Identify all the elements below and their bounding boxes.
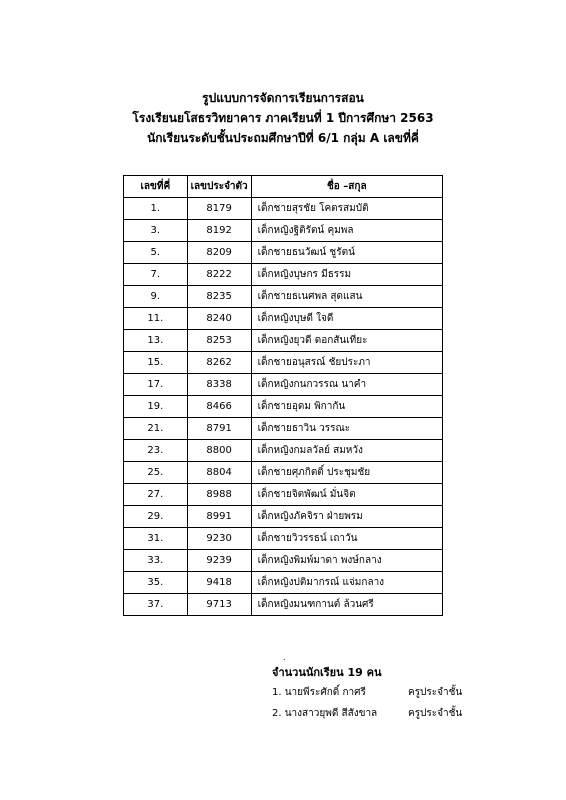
header-number: เลขที่คี่ (124, 176, 188, 198)
student-id: 9713 (187, 594, 251, 616)
teacher-role: ครูประจำชั้น (408, 708, 463, 719)
student-name: เด็กหญิงกมลวัลย์ สมหวัง (251, 440, 442, 462)
document-header (0, 88, 566, 148)
row-number: 23. (124, 440, 188, 462)
table-row (124, 572, 443, 594)
table-row (124, 198, 443, 220)
student-id: 8253 (187, 330, 251, 352)
student-name: เด็กหญิงปติมากรณ์ แจ่มกลาง (251, 572, 442, 594)
teacher-entry (272, 706, 463, 721)
table-row (124, 308, 443, 330)
table-row (124, 374, 443, 396)
table-row (124, 440, 443, 462)
row-number: 27. (124, 484, 188, 506)
document-title: รูปแบบการจัดการเรียนการสอน (202, 91, 364, 105)
table-row (124, 528, 443, 550)
student-id: 8338 (187, 374, 251, 396)
teacher-entry (272, 685, 463, 700)
row-number: 9. (124, 286, 188, 308)
row-number: 19. (124, 396, 188, 418)
student-id: 9418 (187, 572, 251, 594)
table-header-row (124, 176, 443, 198)
roster-body (124, 198, 443, 616)
student-id: 8235 (187, 286, 251, 308)
row-number: 13. (124, 330, 188, 352)
school-term-line: โรงเรียนยโสธรวิทยาคาร ภาคเรียนที่ 1 ปีการศึกษา 2563 (132, 111, 434, 125)
table-row (124, 264, 443, 286)
row-number: 21. (124, 418, 188, 440)
table-row (124, 396, 443, 418)
student-id: 8179 (187, 198, 251, 220)
student-name: เด็กหญิงบุษดี ใจดี (251, 308, 442, 330)
student-id: 8192 (187, 220, 251, 242)
student-name: เด็กชายอุดม พิกากัน (251, 396, 442, 418)
class-group-line: นักเรียนระดับชั้นประถมศึกษาปีที่ 6/1 กลุ่ม A เลขที่คี่ (147, 131, 419, 145)
table-row (124, 418, 443, 440)
student-name: เด็กชายสุรชัย โคตรสมบัติ (251, 198, 442, 220)
student-name: เด็กหญิงบุษกร มีธรรม (251, 264, 442, 286)
row-number: 11. (124, 308, 188, 330)
student-roster-table (123, 175, 443, 616)
student-name: เด็กหญิงยุวดี ดอกสันเทียะ (251, 330, 442, 352)
student-id: 8800 (187, 440, 251, 462)
student-id: 8991 (187, 506, 251, 528)
student-id: 8262 (187, 352, 251, 374)
row-number: 33. (124, 550, 188, 572)
table-row (124, 330, 443, 352)
student-name: เด็กหญิงฐิติรัตน์ คุมพล (251, 220, 442, 242)
row-number: 25. (124, 462, 188, 484)
row-number: 7. (124, 264, 188, 286)
student-id: 8804 (187, 462, 251, 484)
student-name: เด็กชายศุภกิตติ์ ประชุมชัย (251, 462, 442, 484)
table-row (124, 220, 443, 242)
table-row (124, 550, 443, 572)
teacher-role: ครูประจำชั้น (408, 687, 463, 698)
student-name: เด็กชายธเนศพล สุดแสน (251, 286, 442, 308)
row-number: 15. (124, 352, 188, 374)
student-name: เด็กหญิงมนฑกานต์ ล้วนศรี (251, 594, 442, 616)
table-row (124, 242, 443, 264)
student-name: เด็กหญิงภัคจิรา ฝ่ายพรม (251, 506, 442, 528)
student-id: 9239 (187, 550, 251, 572)
student-name: เด็กชายจิตพัฒน์ มั่นจิต (251, 484, 442, 506)
table-row (124, 352, 443, 374)
student-id: 8466 (187, 396, 251, 418)
student-name: เด็กชายอนุสรณ์ ชัยประภา (251, 352, 442, 374)
student-id: 8240 (187, 308, 251, 330)
student-id: 8222 (187, 264, 251, 286)
student-id: 8988 (187, 484, 251, 506)
student-name: เด็กชายธาวิน วรรณะ (251, 418, 442, 440)
row-number: 17. (124, 374, 188, 396)
table-row (124, 506, 443, 528)
teacher-name: 1. นายพีระศักดิ์ กาศรี (272, 687, 366, 698)
student-id: 8791 (187, 418, 251, 440)
student-id: 9230 (187, 528, 251, 550)
stray-dot: . (283, 653, 286, 662)
table-row (124, 462, 443, 484)
header-student-id: เลขประจำตัว (187, 176, 251, 198)
row-number: 1. (124, 198, 188, 220)
table-row (124, 484, 443, 506)
teacher-name: 2. นางสาวยุพดี สีสังขาล (272, 708, 378, 719)
row-number: 35. (124, 572, 188, 594)
student-name: เด็กหญิงกนกวรรณ นาคำ (251, 374, 442, 396)
table-row (124, 286, 443, 308)
student-count: จำนวนนักเรียน 19 คน (272, 666, 382, 679)
row-number: 29. (124, 506, 188, 528)
student-name: เด็กชายวิวรรธน์ เถาวัน (251, 528, 442, 550)
row-number: 37. (124, 594, 188, 616)
row-number: 3. (124, 220, 188, 242)
table-row (124, 594, 443, 616)
student-name: เด็กหญิงพิมพ์มาดา พงษ์กลาง (251, 550, 442, 572)
student-id: 8209 (187, 242, 251, 264)
header-name: ชื่อ –สกุล (251, 176, 442, 198)
student-name: เด็กชายธนวัฒน์ ชูรัตน์ (251, 242, 442, 264)
row-number: 31. (124, 528, 188, 550)
row-number: 5. (124, 242, 188, 264)
